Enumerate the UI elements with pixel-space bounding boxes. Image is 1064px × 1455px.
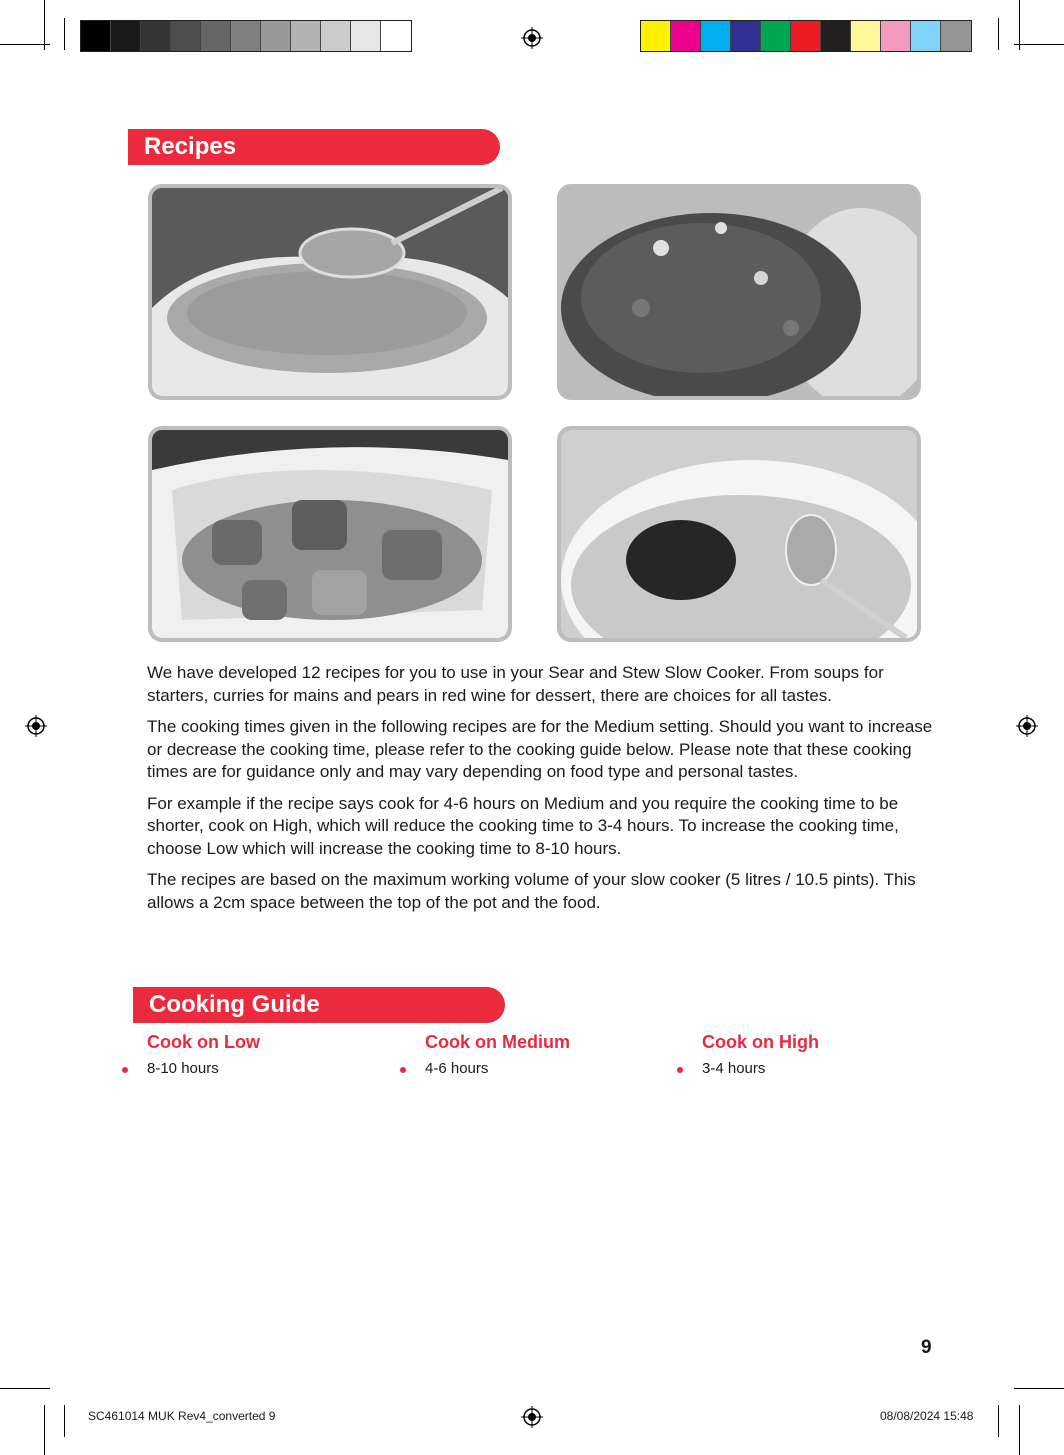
color-swatch [81,21,111,51]
guide-item-text: 4-6 hours [425,1060,489,1077]
registration-mark-icon [1016,715,1038,737]
color-swatch [671,21,701,51]
color-swatch [201,21,231,51]
intro-paragraph: The recipes are based on the maximum working volume of your slow cooker (5 litres / 10.5 pints). This allows a 2cm space between the top of the pot and the food. [147,870,916,912]
color-swatch [231,21,261,51]
color-swatch [731,21,761,51]
bullet-icon [400,1067,406,1073]
crop-mark [0,1388,50,1389]
color-swatch [761,21,791,51]
color-swatch [641,21,671,51]
intro-paragraph: The cooking times given in the following recipes are for the Medium setting. Should you want to increase or decrease the cooking time, please refer to the cooking guide below. Please note that these cooking times are for guidance only and may vary depending on food type and personal tastes. [147,717,933,781]
crop-mark [0,44,50,45]
intro-paragraph: For example if the recipe says cook for 4-6 hours on Medium and you require the cooking time to be shorter, cook on High, which will reduce the cooking time to 3-4 hours. To increase the cooking time, choose Low which will increase the cooking time to 8-10 hours. [147,793,899,858]
guide-item-text: 3-4 hours [702,1060,766,1077]
guide-heading: Cook on High [702,1032,819,1052]
guide-column-high [702,1030,962,1080]
color-swatch [291,21,321,51]
bullet-icon [122,1067,128,1073]
color-swatch [351,21,381,51]
grayscale-color-bar [80,20,412,52]
guide-heading: Cook on Low [147,1032,260,1052]
soup-bowl-photo [148,184,512,400]
color-swatch [881,21,911,51]
color-swatch [941,21,971,51]
guide-item-text: 8-10 hours [147,1060,219,1077]
crop-mark [44,1405,45,1455]
color-swatch [911,21,941,51]
bullet-icon [677,1067,683,1073]
recipes-intro-text [147,662,937,923]
color-swatch [321,21,351,51]
guide-heading: Cook on Medium [425,1032,570,1052]
guide-column-medium [425,1030,685,1080]
curry-rice-photo [148,426,512,642]
color-swatch [261,21,291,51]
color-swatch [141,21,171,51]
registration-mark-icon [521,27,543,49]
cooking-guide-title: Cooking Guide [133,987,505,1023]
crop-mark [998,18,999,50]
color-swatch [171,21,201,51]
crop-mark [64,18,65,50]
color-swatch [701,21,731,51]
guide-item [702,1058,962,1080]
color-swatch [851,21,881,51]
color-swatch [381,21,411,51]
footer-slug-right: 08/08/2024 15:48 [880,1409,974,1423]
footer-slug-left: SC461014 MUK Rev4_converted 9 [88,1409,276,1423]
crop-mark [1019,0,1020,50]
cmyk-color-bar [640,20,972,52]
recipes-section-title: Recipes [128,129,500,165]
crop-mark [1019,1405,1020,1455]
bolognese-photo [557,184,921,400]
color-swatch [791,21,821,51]
crop-mark [998,1405,999,1437]
crop-mark [64,1405,65,1437]
crop-mark [1014,44,1064,45]
color-swatch [821,21,851,51]
registration-mark-icon [521,1406,543,1428]
color-swatch [111,21,141,51]
intro-paragraph: We have developed 12 recipes for you to use in your Sear and Stew Slow Cooker. From soups for starters, curries for mains and pears in red wine for dessert, there are choices for all tastes. [147,663,884,705]
guide-item [425,1058,685,1080]
registration-mark-icon [25,715,47,737]
guide-column-low [147,1030,407,1080]
crop-mark [44,0,45,50]
page-number: 9 [921,1337,932,1358]
rice-pudding-photo [557,426,921,642]
guide-item [147,1058,407,1080]
crop-mark [1014,1388,1064,1389]
